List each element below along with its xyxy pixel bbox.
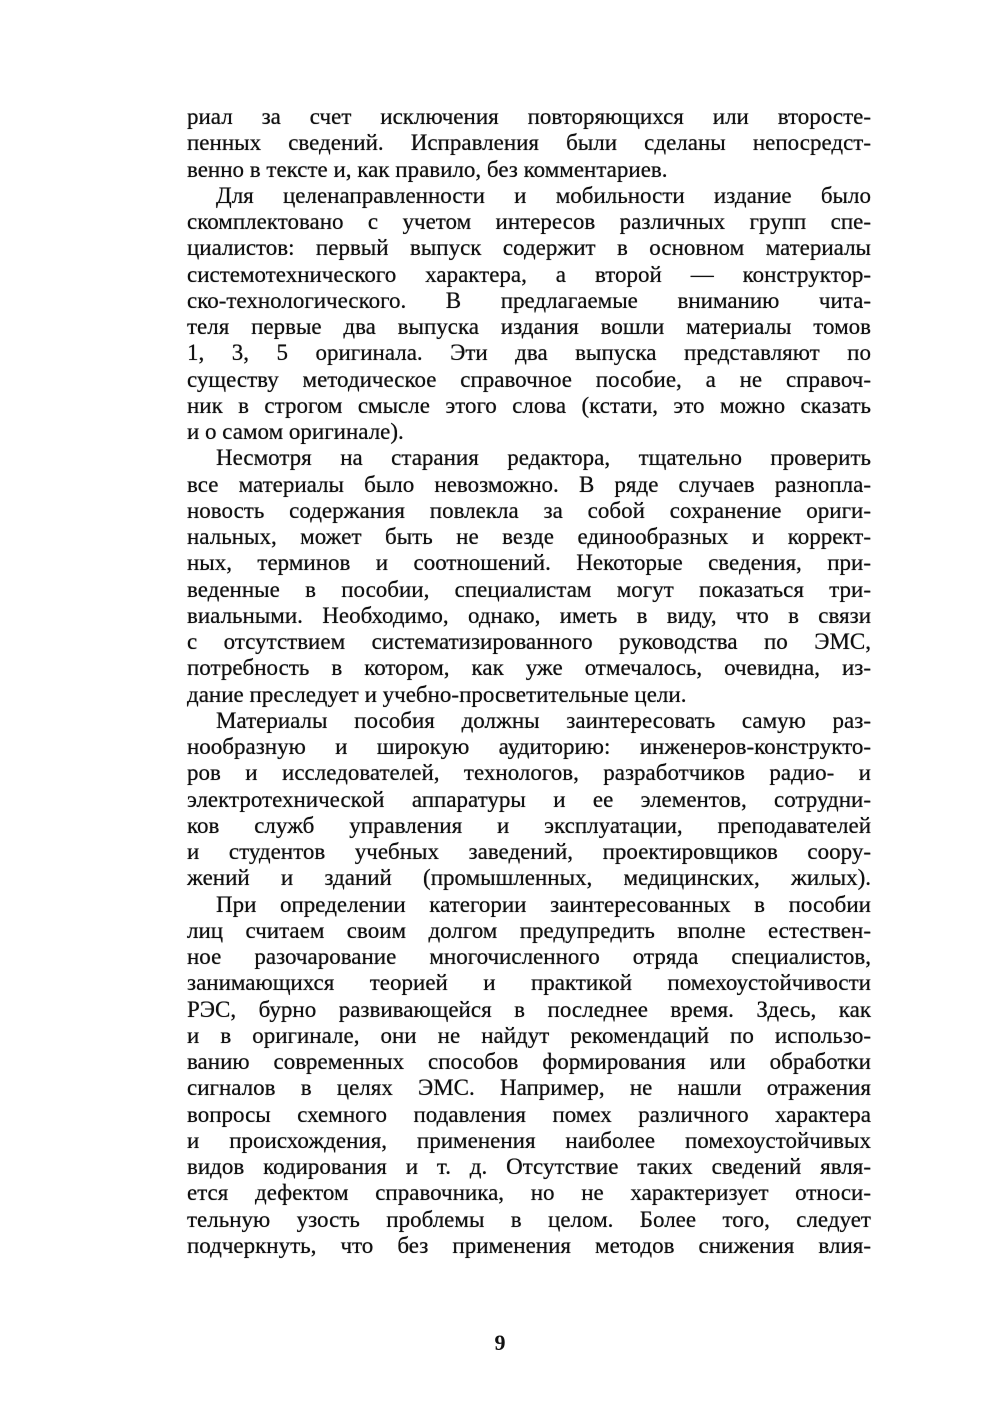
text-line: ков служб управления и эксплуатации, преподавателей <box>187 812 871 838</box>
text-line: подчеркнуть, что без применения методов снижения влия- <box>187 1232 871 1258</box>
paragraph <box>187 708 871 892</box>
text-line: жений и зданий (промышленных, медицинских, жилых). <box>187 865 871 891</box>
text-line: ванию современных способов формирования или обработки <box>187 1049 871 1074</box>
text-line: ных, терминов и соотношений. Некоторые сведения, при- <box>187 550 871 576</box>
text-line: РЭС, бурно развивающейся в последнее время. Здесь, как <box>187 996 871 1022</box>
text-line: веденные в пособии, специалистам могут показаться три- <box>187 576 871 602</box>
text-line: и о самом оригинале). <box>187 419 404 444</box>
text-line: пенных сведений. Исправления были сделаны непосредст- <box>187 130 871 156</box>
text-line: электротехнической аппаратуры и ее элементов, сотрудни- <box>187 786 871 812</box>
text-line: видов кодирования и т. д. Отсутствие таких сведений явля- <box>187 1154 871 1179</box>
text-line: системотехнического характера, а второй — конструктор- <box>187 261 871 287</box>
text-line: новость содержания повлекла за собой сохранение ориги- <box>187 497 871 523</box>
text-line: теля первые два выпуска издания вошли материалы томов <box>187 314 871 339</box>
text-line: ное разочарование многочисленного отряда специалистов, <box>187 944 871 969</box>
text-line: занимающихся теорией и практикой помехоустойчивости <box>187 970 871 996</box>
page-body-text <box>187 104 871 1259</box>
text-line: вопросы схемного подавления помех различного характера <box>187 1101 871 1127</box>
text-line: Несмотря на старания редактора, тщательно проверить <box>216 445 871 471</box>
text-line: риал за счет исключения повторяющихся или второсте- <box>187 104 871 129</box>
text-line: и в оригинале, они не найдут рекомендаций по использо- <box>187 1022 871 1048</box>
text-line: Материалы пособия должны заинтересовать самую раз- <box>216 707 871 733</box>
paragraph <box>187 892 871 1260</box>
text-line: Для целенаправленности и мобильности издание было <box>216 182 871 208</box>
paragraph <box>187 445 871 708</box>
text-line: тельную узость проблемы в целом. Более того, следует <box>187 1206 871 1232</box>
text-line: все материалы было невозможно. В ряде случаев разнопла- <box>187 471 871 497</box>
text-line: и студентов учебных заведений, проектировщиков соору- <box>187 839 871 864</box>
paragraph <box>187 104 871 183</box>
text-line: ется дефектом справочника, но не характеризует относи- <box>187 1180 871 1206</box>
text-line: сигналов в целях ЭМС. Например, не нашли отражения <box>187 1075 871 1101</box>
text-line: 1, 3, 5 оригинала. Эти два выпуска представляют по <box>187 340 871 366</box>
text-line: с отсутствием систематизированного руководства по ЭМС, <box>187 629 871 654</box>
paragraph <box>187 183 871 446</box>
text-line: При определении категории заинтересованных в пособии <box>216 891 871 917</box>
text-line: скомплектовано с учетом интересов различных групп спе- <box>187 209 871 234</box>
text-line: лиц считаем своим долгом предупредить вполне естествен- <box>187 917 871 943</box>
page-number: 9 <box>494 1330 506 1355</box>
text-line: ник в строгом смысле этого слова (кстати, это можно сказать <box>187 392 871 418</box>
text-line: существу методическое справочное пособие, а не справоч- <box>187 366 871 392</box>
text-line: и происхождения, применения наиболее помехоустойчивых <box>187 1127 871 1153</box>
text-line: ско-технологического. В предлагаемые вниманию чита- <box>187 287 871 313</box>
text-line: виальными. Необходимо, однако, иметь в виду, что в связи <box>187 602 871 628</box>
text-line: потребность в котором, как уже отмечалось, очевидна, из- <box>187 655 871 681</box>
text-line: ров и исследователей, технологов, разработчиков радио- и <box>187 760 871 786</box>
text-line: циалистов: первый выпуск содержит в основном материалы <box>187 235 871 261</box>
text-line: дание преследует и учебно-просветительные цели. <box>187 681 687 707</box>
text-line: нальных, может быть не везде единообразных и коррект- <box>187 524 871 549</box>
text-line: венно в тексте и, как правило, без комментариев. <box>187 156 668 182</box>
text-line: нообразную и широкую аудиторию: инженеров-конструкто- <box>187 734 871 759</box>
